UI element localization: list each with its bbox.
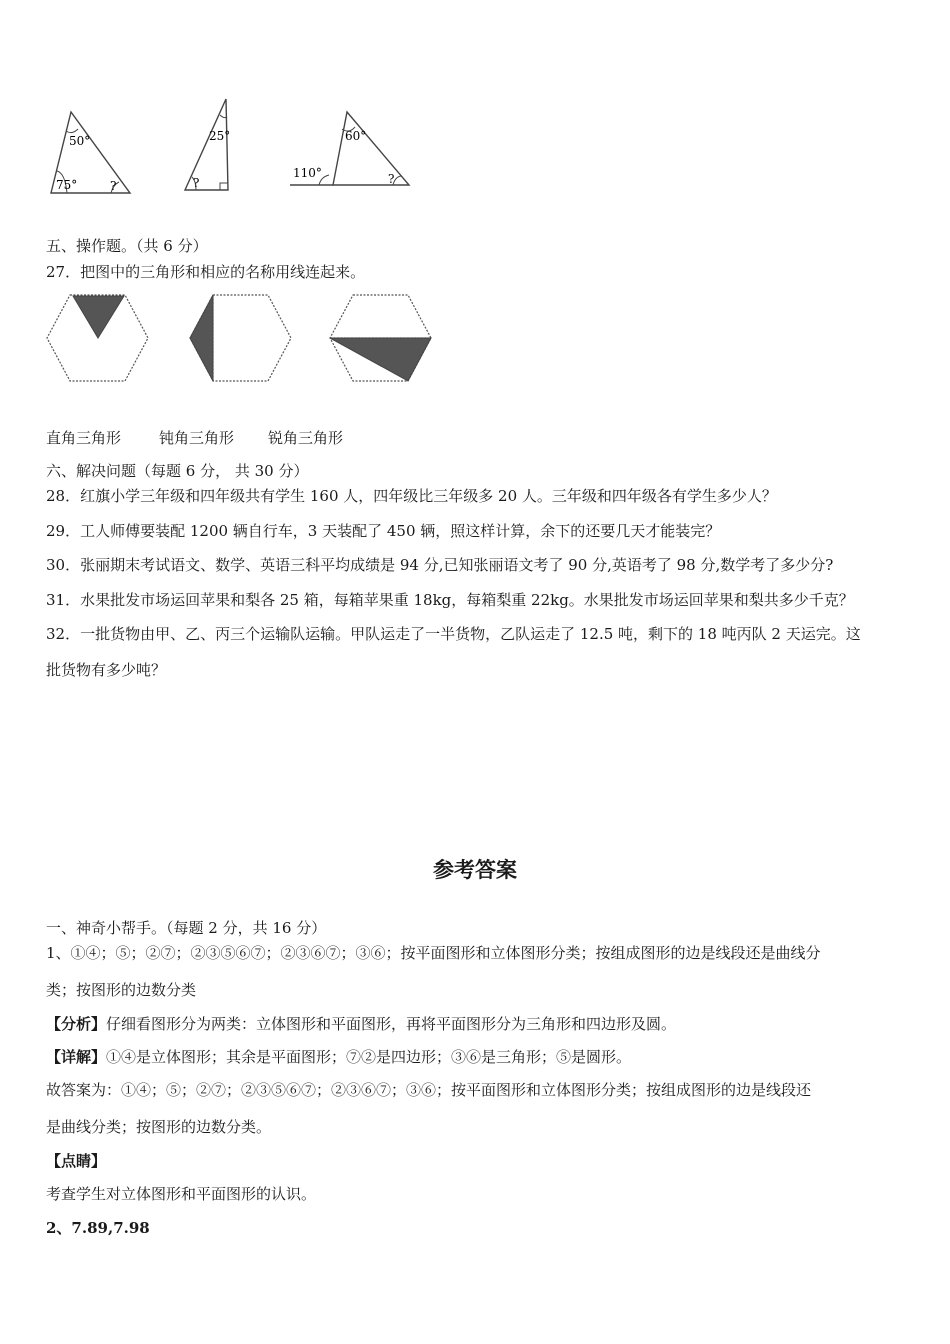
angle-label-bottom-right: ? [388, 172, 395, 186]
analysis-line [46, 1014, 676, 1034]
angle-label-top: 60° [345, 129, 367, 143]
comment-tag: 【点睛】 [46, 1152, 107, 1170]
question-27: 27．把图中的三角形和相应的名称用线连起来。 [46, 263, 366, 281]
question-30: 30．张丽期末考试语文、数学、英语三科平均成绩是 94 分,已知张丽语文考了 90 分,英语考了 98 分,数学考了多少分? [46, 556, 834, 574]
angle-label-top: 25° [209, 129, 231, 143]
analysis-text: 仔细看图形分为两类：立体图形和平面图形，再将平面图形分为三角形和四边形及圆。 [106, 1015, 677, 1033]
triangle-name-right: 直角三角形 [46, 429, 122, 447]
angle-label-exterior: 110° [293, 166, 322, 180]
answers-heading: 一、神奇小帮手。（每题 2 分，共 16 分） [46, 919, 327, 937]
detail-line [46, 1047, 631, 1067]
analysis-tag: 【分析】 [46, 1015, 107, 1033]
triangle-figure-3 [285, 105, 415, 195]
triangle-figure-2 [180, 95, 235, 200]
hexagon-figure-3 [328, 292, 433, 384]
section-6-heading: 六、解决问题（每题 6 分， 共 30 分） [46, 462, 309, 480]
comment-text: 考查学生对立体图形和平面图形的认识。 [46, 1185, 317, 1203]
detail-tag: 【详解】 [46, 1048, 107, 1066]
angle-label-top: 50° [69, 134, 91, 148]
answers-title: 参考答案 [433, 857, 517, 882]
detail-text: ①④是立体图形；其余是平面图形；⑦②是四边形；③⑥是三角形；⑤是圆形。 [106, 1048, 632, 1066]
answer-2: 2、7.89,7.98 [46, 1219, 150, 1237]
final-answer-line-1: 故答案为：①④；⑤；②⑦；②③⑤⑥⑦；②③⑥⑦；③⑥；按平面图形和立体图形分类；按组成图形的边是线段还 [46, 1081, 812, 1099]
section-5-heading: 五、操作题。（共 6 分） [46, 237, 208, 255]
triangle-name-obtuse: 钝角三角形 [159, 429, 235, 447]
answer-1-line-2: 类；按图形的边数分类 [46, 981, 197, 999]
question-32-line-1: 32．一批货物由甲、乙、丙三个运输队运输。甲队运走了一半货物，乙队运走了 12.5 吨，剩下的 18 吨丙队 2 天运完。这 [46, 625, 861, 643]
angle-label-bottom-left: 75° [56, 178, 78, 192]
triangle-figure-1 [45, 105, 140, 200]
question-31: 31．水果批发市场运回苹果和梨各 25 箱，每箱苹果重 18kg，每箱梨重 22kg。水果批发市场运回苹果和梨共多少千克？ [46, 591, 854, 609]
answer-1-line-1: 1、①④；⑤；②⑦；②③⑤⑥⑦；②③⑥⑦；③⑥；按平面图形和立体图形分类；按组成图形的边是线段还是曲线分 [46, 944, 821, 962]
hexagon-figure-1 [45, 292, 150, 384]
hexagon-figure-2 [188, 292, 293, 384]
angle-label-bottom-right: ? [110, 179, 117, 193]
triangle-name-acute: 锐角三角形 [268, 429, 344, 447]
question-28: 28．红旗小学三年级和四年级共有学生 160 人，四年级比三年级多 20 人。三年级和四年级各有学生多少人？ [46, 487, 777, 505]
question-29: 29．工人师傅要装配 1200 辆自行车，3 天装配了 450 辆，照这样计算，余下的还要几天才能装完？ [46, 522, 721, 540]
angle-label-bottom-left: ? [193, 176, 200, 190]
question-32-line-2: 批货物有多少吨？ [46, 661, 167, 679]
final-answer-line-2: 是曲线分类；按图形的边数分类。 [46, 1118, 272, 1136]
